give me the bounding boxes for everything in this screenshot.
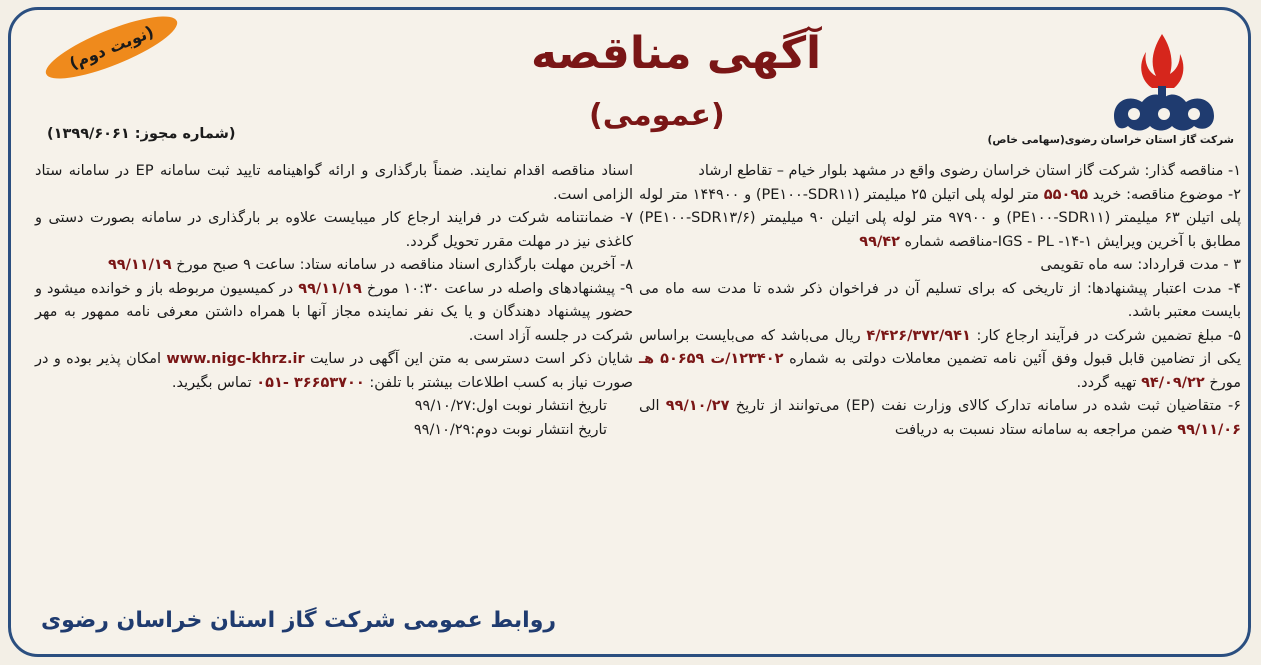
second-publication-date: تاریخ انتشار نوبت دوم:۹۹/۱۰/۲۹ [413, 421, 607, 438]
item-2: ۲- موضوع مناقصه: خرید ۵۵۰۹۵ متر لوله پلی اتیلن ۲۵ میلیمتر (PE۱۰۰-SDR۱۱) و ۱۴۴۹۰۰ متر لوله پلی اتیلن ۶۳ میلیمتر (PE۱۰۰-SDR۱۱) و ۹۷۹۰۰ متر لوله پلی اتیلن ۹۰ میلیمتر (PE۱۰۰-SDR۱۳/۶) مطابق با آخرین ویرایش IGS - PL -۱۴-۱-مناقصه شماره ۹۹/۴۲ [639, 186, 1241, 250]
footer-signature: روابط عمومی شرکت گاز استان خراسان رضوی [41, 608, 557, 633]
permit-number: (شماره مجوز: ۱۳۹۹/۶۰۶۱) [47, 126, 236, 142]
item-5: ۵- مبلغ تضمین شرکت در فرآیند ارجاع کار: ۴/۴۲۶/۳۷۲/۹۴۱ ریال می‌باشد که می‌بایست براساس یکی از تضامین قابل قبول وفق آئین نامه تضمین معاملات دولتی به شماره ۱۲۳۴۰۲/ت ۵۰۶۵۹ هـ مورخ ۹۴/۰۹/۲۲ تهیه گردد. [639, 327, 1241, 391]
company-caption: شرکت گاز استان خراسان رضوی(سهامی خاص) [987, 134, 1234, 146]
round-badge: (نوبت دوم) [40, 7, 184, 90]
item-1: ۱- مناقصه گذار: شرکت گاز استان خراسان رضوی واقع در مشهد بلوار خیام – تقاطع ارشاد [698, 163, 1241, 179]
item-3: ۳ - مدت قرارداد: سه ماه تقویمی [1040, 257, 1241, 273]
item-6: ۶- متقاضیان ثبت شده در سامانه تدارک کالای وزارت نفت (EP) می‌توانند از تاریخ ۹۹/۱۰/۲۷ الی ۹۹/۱۱/۰۶ ضمن مراجعه به سامانه ستاد نسبت به دریافت [639, 398, 1241, 438]
page-title: آگهی مناقصه [531, 28, 822, 79]
page-subtitle: (عمومی) [589, 98, 725, 133]
ad-frame [8, 7, 1251, 657]
item-9: ۹- پیشنهادهای واصله در ساعت ۱۰:۳۰ مورخ ۹۹/۱۱/۱۹ در کمیسیون مربوطه باز و خوانده میشود و حضور پیشنهاد دهندگان و یا یک نفر نماینده مجاز آنها با همراه داشتن معرفی نامه ممهور به مهر شرکت در جلسه آزاد است. [35, 280, 633, 344]
item-6-continued: اسناد مناقصه اقدام نمایند. ضمناً بارگذاری و ارائه گواهینامه تایید ثبت سامانه EP در سامانه ستاد الزامی است. [35, 163, 633, 203]
right-column [639, 160, 1241, 442]
item-4: ۴- مدت اعتبار پیشنهادها: از تاریخی که برای تسلیم آن در فراخوان ذکر شده تا مدت سه ماه می بایست معتبر باشد. [639, 280, 1241, 320]
gas-company-logo [1100, 24, 1230, 144]
website-link[interactable]: www.nigc-khrz.ir [166, 351, 305, 367]
phone-number: ۳۶۶۵۳۷۰۰ -۰۵۱ [256, 374, 365, 391]
item-7: ۷- ضمانتنامه شرکت در فرایند ارجاع کار میبایست علاوه بر بارگذاری در سامانه بصورت دستی و کاغذی نیز در مهلت مقرر تحویل گردد. [35, 210, 633, 250]
first-publication-date: تاریخ انتشار نوبت اول:۹۹/۱۰/۲۷ [414, 398, 607, 414]
item-8: ۸- آخرین مهلت بارگذاری اسناد مناقصه در سامانه ستاد: ساعت ۹ صبح مورخ ۹۹/۱۱/۱۹ [107, 257, 633, 273]
website-notice: شایان ذکر است دسترسی به متن این آگهی در سایت www.nigc-khrz.ir امکان پذیر بوده و در صورت نیاز به کسب اطلاعات بیشتر با تلفن: ۳۶۶۵۳۷۰۰ -۰۵۱ تماس بگیرید. [35, 351, 633, 391]
left-column [35, 160, 633, 442]
